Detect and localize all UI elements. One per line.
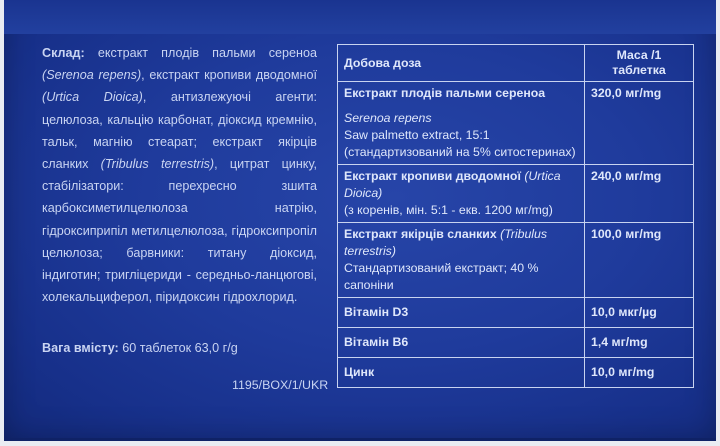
table-row: Екстракт плодів пальми сереноа Serenoa repens Saw palmetto extract, 15:1 (стандартизований на 5% ситостеринах) 320,0 мг/mg [338, 82, 694, 165]
header-daily-dose: Добова доза [338, 45, 585, 82]
header-mass-per-tablet: Маса /1 таблетка [585, 45, 694, 82]
row-name: Вітамін В6 [338, 328, 585, 358]
row-name: Вітамін D3 [338, 298, 585, 328]
package-top-edge [4, 0, 716, 34]
table-header-row [338, 45, 694, 82]
daily-dose-table [337, 44, 694, 388]
row-value: 1,4 мг/mg [585, 328, 694, 358]
row-value: 240,0 мг/mg [585, 165, 694, 223]
table-row: Екстракт кропиви дводомної (Urtica Dioica) (з коренів, мін. 5:1 - екв. 1200 мг/mg) 240,0 мг/mg [338, 165, 694, 223]
table-row [338, 298, 694, 328]
net-weight-label: Вага вмісту: [42, 341, 119, 355]
row-name: Екстракт кропиви дводомної [344, 169, 521, 183]
net-weight-value: 60 таблеток 63,0 г/g [118, 341, 238, 355]
composition-text: Склад: екстракт плодів пальми сереноа (Serenoa repens), екстракт кропиви дводомної (Urtica Dioica), антизлежуючі агенти: целюлоза, кальцію карбонат, діоксид кремнію, тальк, магнію стеарат; екстракт якірців сланких (Tribulus terrestris), цитрат цинку, стабілізатори: перехресно зшита карбоксиметилцелюлоза натрію, гідроксиприпіл метилцелюлоза, гідроксипропіл целюлоза; барвники: титану діоксид, індиготин; тригліцериди - середньо-ланцюгові, холекальциферол, піридоксин гідрохлорид. [42, 46, 317, 305]
row-name: Екстракт плодів пальми сереноа [344, 86, 546, 100]
row-value: 10,0 мг/mg [585, 358, 694, 388]
table-row: Екстракт якірців сланких (Tribulus terrestris) Стандартизований екстракт; 40 % сапоніни 100,0 мг/mg [338, 223, 694, 298]
package-panel [4, 0, 716, 441]
product-code: 1195/BOX/1/UKR [232, 378, 329, 392]
table-row [338, 358, 694, 388]
table-row [338, 328, 694, 358]
row-name: Цинк [338, 358, 585, 388]
net-weight [42, 341, 238, 355]
row-value: 10,0 мкг/µg [585, 298, 694, 328]
row-name: Екстракт якірців сланких [344, 227, 497, 241]
row-value: 100,0 мг/mg [585, 223, 694, 298]
row-value: 320,0 мг/mg [585, 82, 694, 165]
composition-label: Склад: [42, 46, 85, 60]
